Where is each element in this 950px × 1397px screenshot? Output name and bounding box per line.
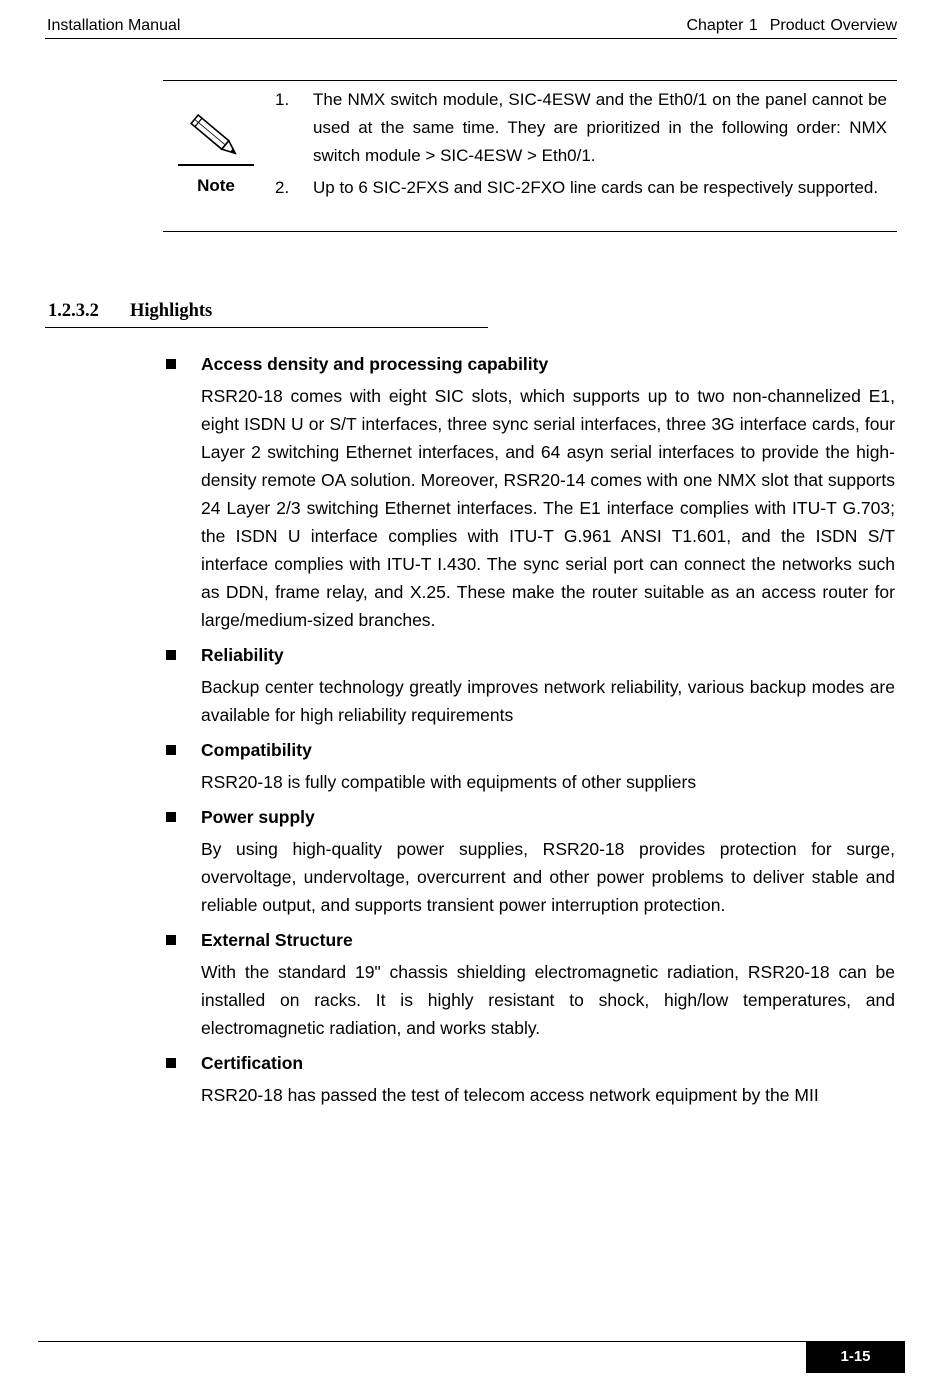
note-item-text: Up to 6 SIC-2FXS and SIC-2FXO line cards can be respectively supported.: [313, 178, 879, 197]
chapter-label: [686, 17, 897, 35]
highlight-body: With the standard 19" chassis shielding electromagnetic radiation, RSR20-18 can be installed on racks. It is highly resistant to shock, high/low temperatures, and electromagnetic radiation, and works stably.: [201, 962, 895, 1038]
note-item-number: 1.: [275, 90, 290, 109]
square-bullet-icon: [166, 650, 176, 660]
list-item: [164, 803, 895, 919]
square-bullet-icon: [166, 359, 176, 369]
chapter-number: Chapter 1: [686, 17, 758, 34]
highlight-body: By using high-quality power supplies, RSR20-18 provides protection for surge, overvoltage, undervoltage, overcurrent and other power problems to deliver stable and reliable output, and supports transient power interruption protection.: [201, 839, 895, 915]
highlight-title: External Structure: [201, 930, 353, 950]
highlight-heading: [164, 1049, 895, 1077]
highlight-title: Access density and processing capability: [201, 354, 549, 374]
section-divider: [45, 327, 488, 328]
list-item: [164, 926, 895, 1042]
note-item-number: 2.: [275, 178, 290, 197]
highlight-heading: [164, 350, 895, 378]
square-bullet-icon: [166, 935, 176, 945]
list-item: [164, 350, 895, 634]
highlight-title: Power supply: [201, 807, 315, 827]
highlight-heading: [164, 641, 895, 669]
note-item: [275, 174, 887, 202]
square-bullet-icon: [166, 1058, 176, 1068]
highlight-title: Compatibility: [201, 740, 312, 760]
list-item: [164, 736, 895, 796]
square-bullet-icon: [166, 745, 176, 755]
highlights-list: [164, 350, 895, 1116]
note-top-rule: [163, 80, 897, 81]
section-title: Highlights: [130, 301, 213, 321]
footer-divider: [38, 1341, 806, 1342]
section-number: 1.2.3.2: [48, 301, 99, 321]
note-icon-divider: [178, 164, 254, 166]
note-item-text: The NMX switch module, SIC-4ESW and the Eth0/1 on the panel cannot be used at the same time. They are prioritized in the following order: NMX switch module > SIC-4ESW > Eth0/1.: [313, 90, 887, 165]
highlight-body: RSR20-18 comes with eight SIC slots, which supports up to two non-channelized E1, eight ISDN U or S/T interfaces, three sync serial interfaces, three 3G interface cards, four Layer 2 switching Ethernet interfaces, and 64 asyn serial interfaces to provide the high-density remote OA solution. Moreover, RSR20-14 comes with one NMX slot that supports 24 Layer 2/3 switching Ethernet interfaces. The E1 interface complies with ITU-T G.703; the ISDN U interface complies with ITU-T G.961 ANSI T1.601, and the ISDN S/T interface complies with ITU-T I.430. The sync serial port can connect the networks such as DDN, frame relay, and X.25. These make the router suitable as an access router for large/medium-sized branches.: [201, 386, 895, 630]
chapter-title: Product Overview: [769, 17, 897, 34]
section-heading: [48, 301, 212, 322]
list-item: [164, 1049, 895, 1109]
note-bottom-rule: [163, 231, 897, 232]
header-divider: [45, 38, 897, 39]
note-label: Note: [197, 176, 235, 195]
highlight-body: RSR20-18 is fully compatible with equipments of other suppliers: [201, 772, 697, 792]
pencil-icon: [185, 112, 245, 162]
list-item: [164, 641, 895, 729]
manual-title: Installation Manual: [47, 17, 181, 34]
highlight-title: Reliability: [201, 645, 284, 665]
highlight-title: Certification: [201, 1053, 304, 1073]
page-number: 1-15: [806, 1341, 905, 1373]
highlight-heading: [164, 736, 895, 764]
note-list: [275, 86, 887, 206]
highlight-body: Backup center technology greatly improves network reliability, various backup modes are available for high reliability requirements: [201, 677, 895, 725]
highlight-body: RSR20-18 has passed the test of telecom access network equipment by the MII: [201, 1085, 819, 1105]
highlight-heading: [164, 803, 895, 831]
highlight-heading: [164, 926, 895, 954]
note-item: [275, 86, 887, 170]
square-bullet-icon: [166, 812, 176, 822]
